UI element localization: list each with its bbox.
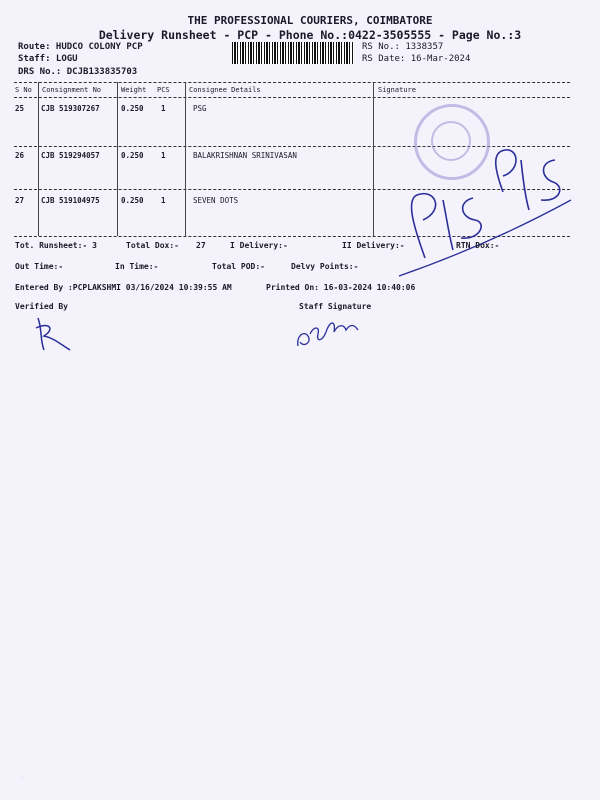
verifier-signature (30, 314, 80, 354)
cell-pcs: 1 (161, 196, 166, 205)
col-header-sno: S No (15, 86, 32, 94)
table-header-rule (14, 97, 570, 98)
table-top-rule (14, 82, 570, 83)
printed-on: Printed On: 16-03-2024 10:40:06 (266, 283, 416, 292)
drs-number: DRS No.: DCJB133835703 (18, 67, 138, 77)
bleed-through-mark: · (20, 774, 25, 782)
total-dox-value: 27 (196, 241, 206, 250)
col-header-signature: Signature (378, 86, 416, 94)
total-pod: Total POD:- (212, 262, 265, 271)
row-separator (14, 189, 570, 190)
cell-sno: 25 (15, 104, 25, 113)
cell-weight: 0.250 (121, 196, 144, 205)
col-header-consignment: Consignment No (42, 86, 102, 94)
column-divider (185, 82, 186, 236)
out-time: Out Time:- (15, 262, 64, 271)
cell-weight: 0.250 (121, 104, 144, 113)
cell-consignee: PSG (193, 104, 207, 113)
cell-weight: 0.250 (121, 151, 144, 160)
table-bottom-rule (14, 236, 570, 237)
cell-consignee: SEVEN DOTS (193, 196, 239, 205)
cell-sno: 26 (15, 151, 25, 160)
column-divider (373, 82, 374, 236)
delivery-points: Delvy Points:- (291, 262, 359, 271)
column-divider (38, 82, 39, 236)
column-divider (117, 82, 118, 236)
col-header-consignee: Consignee Details (189, 86, 261, 94)
verified-by-label: Verified By (15, 302, 68, 311)
rs-date: RS Date: 16-Mar-2024 (362, 54, 471, 64)
cell-consignment: CJB 519294057 (41, 151, 100, 160)
cell-pcs: 1 (161, 104, 166, 113)
rtn-dox: RTN Dox:- (456, 241, 500, 250)
col-header-pcs: PCS (157, 86, 170, 94)
total-dox-label: Total Dox:- (126, 241, 179, 250)
total-runsheet: Tot. Runsheet:- 3 (15, 241, 97, 250)
cell-pcs: 1 (161, 151, 166, 160)
cell-consignment: CJB 519104975 (41, 196, 100, 205)
col-header-weight: Weight (121, 86, 147, 94)
route-label: Route: HUDCO COLONY PCP (18, 42, 143, 52)
staff-label: Staff: LOGU (18, 54, 78, 64)
in-time: In Time:- (115, 262, 159, 271)
staff-signature (292, 312, 362, 352)
cell-sno: 27 (15, 196, 25, 205)
barcode (232, 42, 354, 64)
rs-number: RS No.: 1338357 (362, 42, 444, 52)
company-title: THE PROFESSIONAL COURIERS, COIMBATORE (187, 14, 433, 27)
runsheet-title: Delivery Runsheet - PCP - Phone No.:0422-3505555 - Page No.:3 (98, 28, 522, 42)
hospital-stamp (414, 104, 490, 180)
ii-delivery: II Delivery:- (342, 241, 405, 250)
cell-consignee: BALAKRISHNAN SRINIVASAN (193, 151, 297, 160)
entered-by: Entered By :PCPLAKSHMI 03/16/2024 10:39:55 AM (15, 283, 232, 292)
stamp-inner-ring (431, 121, 471, 161)
cell-consignment: CJB 519307267 (41, 104, 100, 113)
staff-signature-label: Staff Signature (299, 302, 372, 311)
i-delivery: I Delivery:- (230, 241, 288, 250)
